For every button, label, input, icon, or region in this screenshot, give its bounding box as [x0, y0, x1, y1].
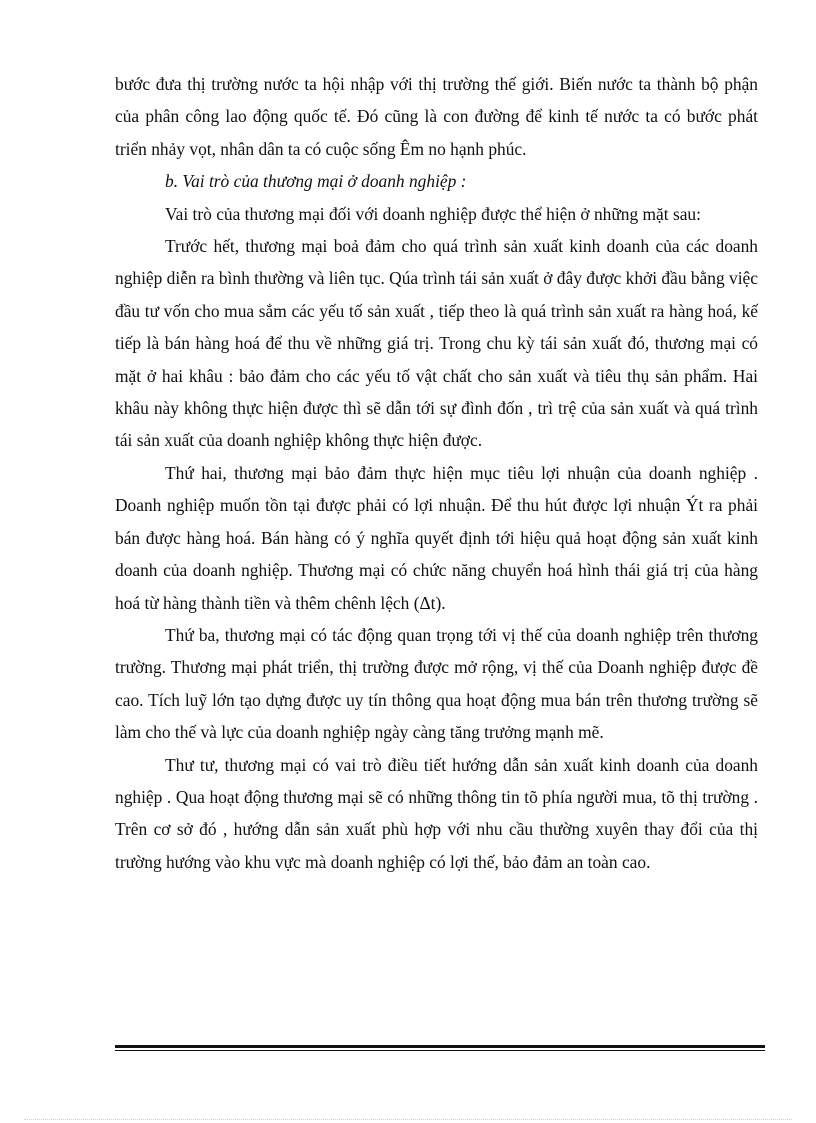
- footer-double-rule: [115, 1045, 765, 1051]
- page-bottom-divider: [24, 1119, 792, 1120]
- section-subheading: b. Vai trò của thương mại ở doanh nghiệp :: [165, 171, 467, 192]
- paragraph-fourth-role: Thư tư, thương mại có vai trò điều tiết hướng dẫn sản xuất kinh doanh của doanh nghiệp . Qua hoạt động thương mại sẽ có những thông tin tõ phía người mua, tõ thị trường . Trên cơ sở đó , hướng dẫn sản xuất phù hợp với nhu cầu thường xuyên thay đổi của thị trường hướng vào khu vực mà doanh nghiệp có lợi thế, bảo đảm an toàn cao.: [115, 754, 758, 872]
- paragraph-third-role: Thứ ba, thương mại có tác động quan trọng tới vị thế của doanh nghiệp trên thương trường. Thương mại phát triển, thị trường được mở rộng, vị thế của Doanh nghiệp được đề cao. Tích luỹ lớn tạo dựng được uy tín thông qua hoạt động mua bán trên thương trường sẽ làm cho thế và lực của doanh nghiệp ngày càng tăng trưởng mạnh mẽ.: [115, 624, 758, 743]
- paragraph-continuation: bước đưa thị trường nước ta hội nhập với thị trường thế giới. Biến nước ta thành bộ phận của phân công lao động quốc tế. Đó cũng là con đường để kinh tế nước ta có bước phát triển nhảy vọt, nhân dân ta có cuộc sống Êm no hạnh phúc.: [115, 74, 758, 159]
- paragraph-intro: Vai trò của thương mại đối với doanh nghiệp được thể hiện ở những mặt sau:: [165, 203, 701, 224]
- document-body: [115, 68, 758, 878]
- paragraph-second-role: Thứ hai, thương mại bảo đảm thực hiện mục tiêu lợi nhuận của doanh nghiệp . Doanh nghiệp muốn tồn tại được phải có lợi nhuận. Để thu hút được lợi nhuận Ýt ra phải bán được hàng hoá. Bán hàng có ý nghĩa quyết định tới hiệu quả hoạt động sản xuất kinh doanh của doanh nghiệp. Thương mại có chức năng chuyển hoá hình thái giá trị của hàng hoá từ hàng thành tiền và thêm chênh lệch (Δt).: [115, 462, 758, 613]
- paragraph-first-role: Trước hết, thương mại boả đảm cho quá trình sản xuất kinh doanh của các doanh nghiệp diễn ra bình thường và liên tục. Qúa trình tái sản xuất ở đây được khởi đầu bằng việc đầu tư vốn cho mua sắm các yếu tố sản xuất , tiếp theo là quá trình sản xuất ra hàng hoá, kế tiếp là bán hàng hoá để thu về những giá trị. Trong chu kỳ tái sản xuất đó, thương mại có mặt ở hai khâu : bảo đảm cho các yếu tố vật chất cho sản xuất và tiêu thụ sản phẩm. Hai khâu này không thực hiện được thì sẽ dẫn tới sự đình đốn , trì trệ của sản xuất và quá trình tái sản xuất của doanh nghiệp không thực hiện được.: [115, 236, 758, 451]
- footer-rule-thin: [115, 1050, 765, 1051]
- footer-rule-thick: [115, 1045, 765, 1048]
